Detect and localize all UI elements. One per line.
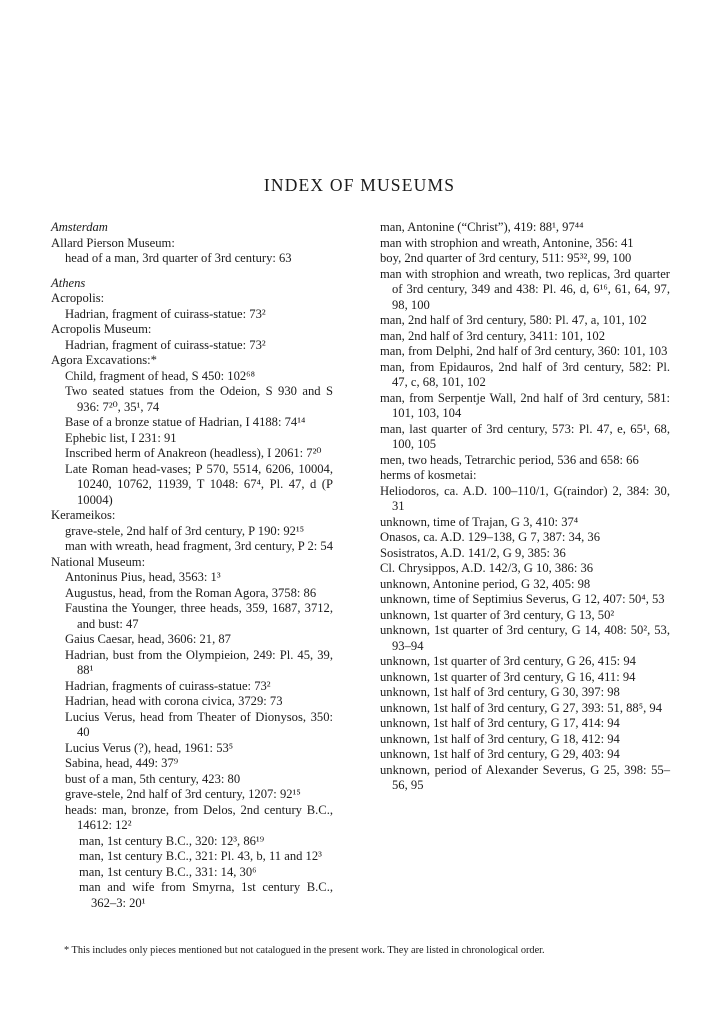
index-entry: Sosistratos, A.D. 141/2, G 9, 385: 36 <box>380 545 566 560</box>
index-entry: unknown, 1st half of 3rd century, G 29, 403: 94 <box>380 747 620 761</box>
left-column <box>51 220 333 911</box>
index-entry: Hadrian, bust from the Olympieion, 249: Pl. 45, 39, 88¹ <box>65 647 333 677</box>
index-entry: Allard Pierson Museum: <box>51 235 175 250</box>
index-entry: unknown, period of Alexander Severus, G 25, 398: 55–56, 95 <box>380 762 670 792</box>
index-entry: unknown, 1st half of 3rd century, G 17, 414: 94 <box>380 716 620 730</box>
index-entry: man, 1st century B.C., 321: Pl. 43, b, 11 and 12³ <box>79 849 322 863</box>
index-entry: herms of kosmetai: <box>380 468 477 482</box>
right-column <box>380 220 670 794</box>
index-entry: man, from Serpentje Wall, 2nd half of 3rd century, 581: 101, 103, 104 <box>380 390 670 420</box>
index-entry: Sabina, head, 449: 37⁹ <box>65 756 179 770</box>
index-entry: man, 1st century B.C., 331: 14, 30⁶ <box>79 864 257 879</box>
index-entry: Late Roman head-vases; P 570, 5514, 6206, 10004, 10240, 10762, 11939, T 1048: 67⁴, Pl. 47, d (P 10004) <box>65 461 333 507</box>
index-entry: Hadrian, head with corona civica, 3729: 73 <box>65 694 283 708</box>
index-entry: unknown, Antonine period, G 32, 405: 98 <box>380 576 591 591</box>
city-heading: Athens <box>51 275 86 290</box>
index-entry: Lucius Verus, head from Theater of Dionysos, 350: 40 <box>65 709 333 739</box>
index-entry: grave-stele, 2nd half of 3rd century, P 190: 92¹⁵ <box>65 523 305 538</box>
index-entry: Acropolis Museum: <box>51 322 152 336</box>
index-entry: National Museum: <box>51 554 146 569</box>
index-entry: Kerameikos: <box>51 508 116 522</box>
page-title: INDEX OF MUSEUMS <box>263 175 456 195</box>
index-entry: man, last quarter of 3rd century, 573: Pl. 47, e, 65¹, 68, 100, 105 <box>380 421 670 451</box>
index-entry: boy, 2nd quarter of 3rd century, 511: 95³², 99, 100 <box>380 251 632 265</box>
index-entry: unknown, time of Septimius Severus, G 12, 407: 50⁴, 53 <box>380 592 665 606</box>
index-entry: Onasos, ca. A.D. 129–138, G 7, 387: 34, 36 <box>380 530 601 544</box>
index-entry: bust of a man, 5th century, 423: 80 <box>65 771 241 786</box>
index-entry: men, two heads, Tetrarchic period, 536 and 658: 66 <box>380 452 639 467</box>
index-entry: unknown, 1st half of 3rd century, G 30, 397: 98 <box>380 685 620 699</box>
index-entry: Augustus, head, from the Roman Agora, 3758: 86 <box>65 585 317 600</box>
city-heading: Amsterdam <box>51 220 108 234</box>
index-entry: man and wife from Smyrna, 1st century B.C., 362–3: 20¹ <box>79 880 333 910</box>
index-entry: Heliodoros, ca. A.D. 100–110/1, G(raindor) 2, 384: 30, 31 <box>380 483 670 513</box>
index-entry: Hadrian, fragment of cuirass-statue: 73² <box>65 306 266 321</box>
index-entry: Cl. Chrysippos, A.D. 142/3, G 10, 386: 36 <box>380 561 594 575</box>
index-entry: Hadrian, fragments of cuirass-statue: 73² <box>65 678 271 693</box>
index-entry: grave-stele, 2nd half of 3rd century, 1207: 92¹⁵ <box>65 787 301 801</box>
index-entry: heads: man, bronze, from Delos, 2nd century B.C., 14612: 12² <box>65 802 333 832</box>
index-entry: man, Antonine (“Christ”), 419: 88¹, 97⁴⁴ <box>380 220 584 234</box>
index-entry: man, from Delphi, 2nd half of 3rd century, 360: 101, 103 <box>380 344 668 358</box>
index-entry: Gaius Caesar, head, 3606: 21, 87 <box>65 632 231 646</box>
index-entry: Two seated statues from the Odeion, S 930 and S 936: 7²⁰, 35¹, 74 <box>65 384 333 414</box>
index-entry: Child, fragment of head, S 450: 102⁶⁸ <box>65 368 255 383</box>
index-entry: man, 2nd half of 3rd century, 580: Pl. 47, a, 101, 102 <box>380 313 647 327</box>
index-entry: unknown, time of Trajan, G 3, 410: 37⁴ <box>380 514 579 529</box>
index-entry: unknown, 1st quarter of 3rd century, G 13, 50² <box>380 607 615 622</box>
index-entry: Ephebic list, I 231: 91 <box>65 430 177 445</box>
index-entry: man, from Epidauros, 2nd half of 3rd century, 582: Pl. 47, c, 68, 101, 102 <box>380 359 670 389</box>
index-entry: man with strophion and wreath, Antonine, 356: 41 <box>380 235 634 250</box>
index-entry: unknown, 1st quarter of 3rd century, G 26, 415: 94 <box>380 654 636 668</box>
index-entry: unknown, 1st half of 3rd century, G 18, 412: 94 <box>380 731 620 746</box>
index-entry: man, 2nd half of 3rd century, 3411: 101, 102 <box>380 328 606 343</box>
index-entry: man with strophion and wreath, two replicas, 3rd quarter of 3rd century, 349 and 438: Pl. 46, d, 6¹⁶, 61, 64, 97, 98, 100 <box>380 266 670 312</box>
index-entry: Base of a bronze statue of Hadrian, I 4188: 74¹⁴ <box>65 415 306 429</box>
index-entry: unknown, 1st quarter of 3rd century, G 16, 411: 94 <box>380 669 636 684</box>
index-entry: Acropolis: <box>51 291 105 305</box>
index-entry: man with wreath, head fragment, 3rd century, P 2: 54 <box>65 539 334 553</box>
index-entry: man, 1st century B.C., 320: 12³, 86¹⁹ <box>79 833 265 848</box>
index-entry: head of a man, 3rd quarter of 3rd century: 63 <box>65 251 292 265</box>
index-entry: unknown, 1st half of 3rd century, G 27, 393: 51, 88⁵, 94 <box>380 700 662 715</box>
index-entry: Inscribed herm of Anakreon (headless), I 2061: 7²⁰ <box>65 446 322 460</box>
index-entry: Antoninus Pius, head, 3563: 1³ <box>65 570 221 584</box>
footnote: * This includes only pieces mentioned but not catalogued in the present work. They are listed in chronological order. <box>64 945 545 956</box>
index-entry: Faustina the Younger, three heads, 359, 1687, 3712, and bust: 47 <box>65 601 333 631</box>
index-entry: Lucius Verus (?), head, 1961: 53⁵ <box>65 740 234 755</box>
index-entry: Hadrian, fragment of cuirass-statue: 73² <box>65 337 266 352</box>
index-entry: Agora Excavations:* <box>51 353 157 367</box>
index-entry: unknown, 1st quarter of 3rd century, G 14, 408: 50², 53, 93–94 <box>380 623 670 653</box>
